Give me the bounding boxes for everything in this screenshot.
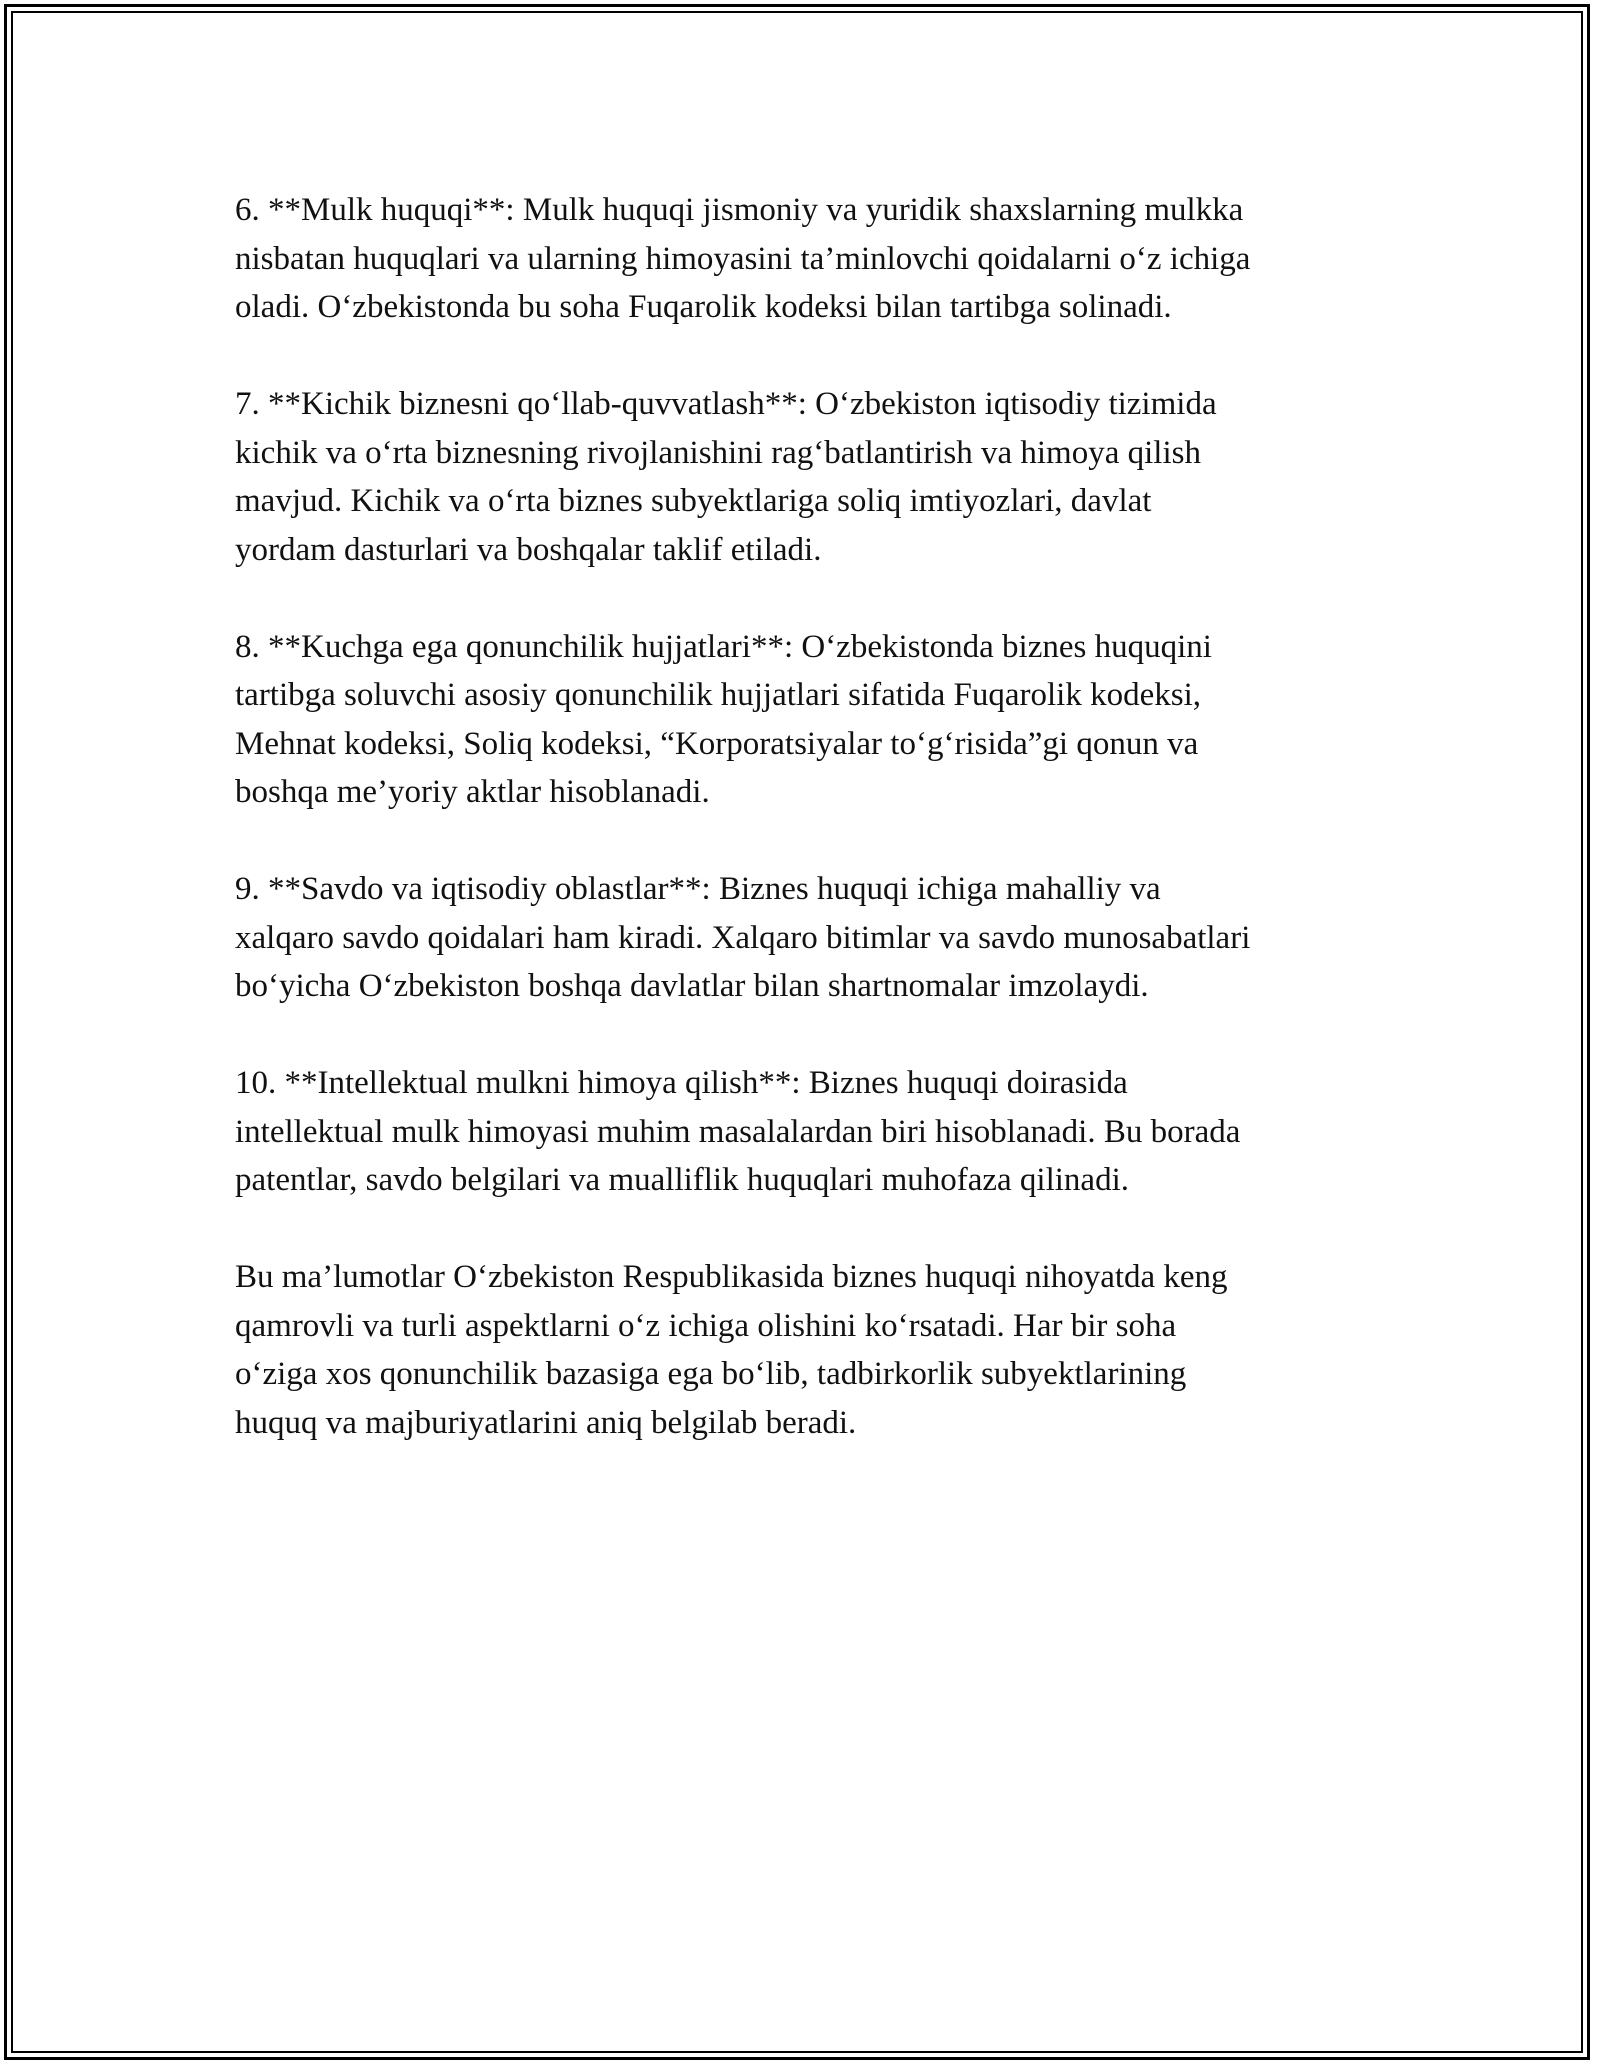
paragraph-intellektual-mulk <box>235 1059 1375 1205</box>
paragraph-savdo-oblastlar <box>235 865 1375 1011</box>
text-line: boshqa me’yoriy aktlar hisoblanadi. <box>235 774 710 810</box>
text-line: xalqaro savdo qoidalari ham kiradi. Xalqaro bitimlar va savdo munosabatlari <box>235 919 1251 956</box>
text-line: oladi. O‘zbekistonda bu soha Fuqarolik kodeksi bilan tartibga solinadi. <box>235 289 1172 325</box>
paragraph-kichik-biznes <box>235 380 1375 574</box>
paragraph-qonunchilik-hujjatlari <box>235 623 1375 817</box>
text-line: o‘ziga xos qonunchilik bazasiga ega bo‘lib, tadbirkorlik subyektlarining <box>235 1356 1187 1392</box>
paragraph-mulk-huquqi <box>235 186 1375 332</box>
text-line: kichik va o‘rta biznesning rivojlanishini rag‘batlantirish va himoya qilish <box>235 434 1201 471</box>
text-line: mavjud. Kichik va o‘rta biznes subyektlariga soliq imtiyozlari, davlat <box>235 483 1152 519</box>
text-line: 9. **Savdo va iqtisodiy oblastlar**: Biznes huquqi ichiga mahalliy va <box>235 871 1161 907</box>
text-line: tartibga soluvchi asosiy qonunchilik hujjatlari sifatida Fuqarolik kodeksi, <box>235 677 1202 713</box>
text-line: 10. **Intellektual mulkni himoya qilish**: Biznes huquqi doirasida <box>235 1065 1128 1101</box>
text-line: patentlar, savdo belgilari va mualliflik huquqlari muhofaza qilinadi. <box>235 1162 1129 1198</box>
text-line: yordam dasturlari va boshqalar taklif etiladi. <box>235 531 822 568</box>
text-line: 8. **Kuchga ega qonunchilik hujjatlari**: O‘zbekistonda biznes huquqini <box>235 628 1212 665</box>
text-line: bo‘yicha O‘zbekiston boshqa davlatlar bilan shartnomalar imzolaydi. <box>235 968 1149 1004</box>
text-line: qamrovli va turli aspektlarni o‘z ichiga olishini ko‘rsatadi. Har bir soha <box>235 1307 1177 1344</box>
text-line: huquq va majburiyatlarini aniq belgilab beradi. <box>235 1404 857 1441</box>
text-line: Mehnat kodeksi, Soliq kodeksi, “Korporatsiyalar to‘g‘risida”gi qonun va <box>235 725 1199 762</box>
document-body <box>235 186 1375 1496</box>
text-line: 6. **Mulk huquqi**: Mulk huquqi jismoniy va yuridik shaxslarning mulkka <box>235 192 1244 228</box>
text-line: 7. **Kichik biznesni qo‘llab-quvvatlash**: O‘zbekiston iqtisodiy tizimida <box>235 386 1217 422</box>
paragraph-conclusion <box>235 1253 1375 1447</box>
text-line: intellektual mulk himoyasi muhim masalalardan biri hisoblanadi. Bu borada <box>235 1113 1241 1150</box>
text-line: Bu ma’lumotlar O‘zbekiston Respublikasida biznes huquqi nihoyatda keng <box>235 1259 1228 1295</box>
text-line: nisbatan huquqlari va ularning himoyasini ta’minlovchi qoidalarni o‘z ichiga <box>235 240 1251 277</box>
